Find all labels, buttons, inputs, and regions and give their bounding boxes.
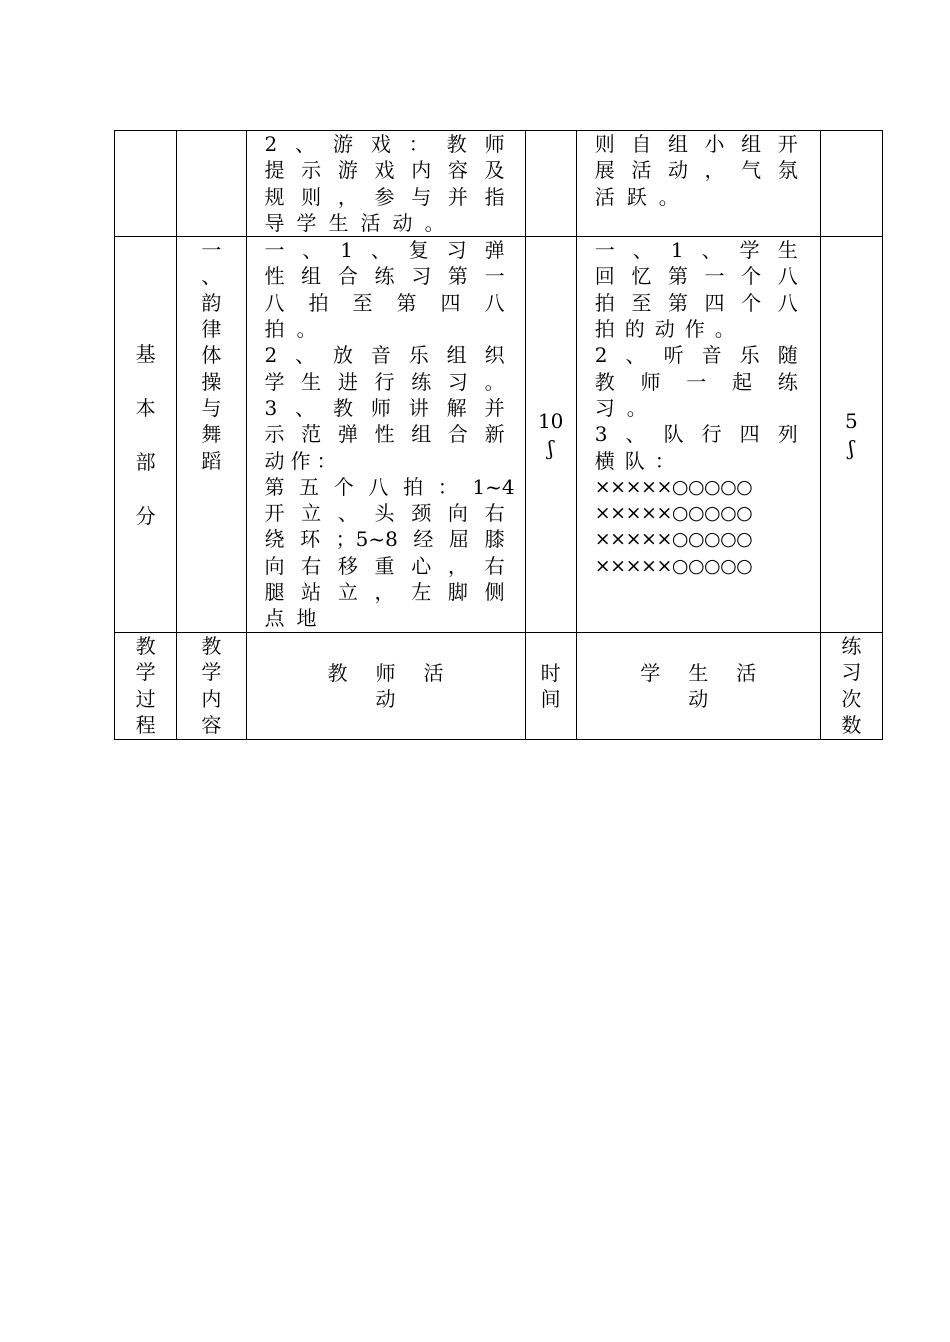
header-content	[177, 633, 246, 740]
header-char: 间	[540, 687, 561, 712]
teacher-line: 拍。	[264, 317, 329, 342]
header-text: 动	[375, 687, 396, 712]
teacher-line: 2、游戏：教师	[264, 132, 505, 156]
time-cell	[525, 237, 576, 633]
header-process	[115, 633, 177, 740]
section-char: 部	[135, 449, 156, 474]
section-cell	[115, 237, 177, 633]
header-text: 学生活	[640, 660, 785, 685]
time-unit: ʃ	[547, 435, 554, 460]
student-line: 活跃。	[594, 184, 691, 209]
content-char: 、	[201, 264, 222, 289]
practice-count-value: 5	[844, 409, 858, 434]
student-line: 横队：	[594, 448, 685, 473]
section-char: 分	[135, 503, 156, 528]
teacher-line: 规则，参与并指	[264, 184, 505, 209]
practice-count-unit: ʃ	[848, 435, 855, 460]
content-char: 操	[201, 369, 222, 394]
student-line: 回忆第一个八	[594, 264, 798, 289]
content-char: 一	[201, 238, 222, 263]
student-line: 展活动，气氛	[594, 158, 798, 183]
header-char: 习	[841, 660, 862, 685]
teacher-line: 八拍至第四八	[264, 290, 505, 315]
header-teacher-activity	[246, 633, 525, 740]
lesson-plan-table	[114, 130, 883, 740]
time-cell-empty	[525, 131, 576, 237]
header-text: 教师活	[327, 660, 472, 685]
student-line: 则自组小组开	[594, 132, 798, 156]
header-text: 动	[688, 687, 709, 712]
teacher-line: 提示游戏内容及	[264, 158, 505, 183]
teacher-line: 导学生活动。	[264, 210, 457, 235]
header-char: 练	[841, 634, 862, 659]
header-char: 过	[135, 686, 156, 711]
content-char: 与	[201, 395, 222, 420]
header-char: 学	[135, 660, 156, 685]
teacher-line: 动作：	[264, 448, 343, 473]
content-char: 律	[201, 317, 222, 342]
header-char: 次	[841, 686, 862, 711]
teacher-line: 示范弹性组合新	[264, 422, 505, 447]
student-line: 2、听音乐随	[594, 343, 798, 368]
header-char: 学	[201, 660, 222, 685]
header-char: 数	[841, 713, 862, 738]
teacher-line: 向右移重心，右	[264, 553, 505, 578]
practice-count-cell-empty	[820, 131, 882, 237]
section-char: 本	[135, 395, 156, 420]
header-char: 程	[135, 713, 156, 738]
student-line: 拍至第四个八	[594, 290, 798, 315]
teacher-line: 一、1、复习弹	[264, 238, 505, 263]
teacher-activity-cell	[246, 237, 525, 633]
table-row-basic-section	[115, 237, 883, 633]
teacher-activity-cell	[246, 131, 525, 237]
section-char: 基	[135, 341, 156, 366]
student-line: 习。	[594, 395, 659, 420]
formation-row: ×××××○○○○○	[594, 554, 753, 577]
content-char: 舞	[201, 422, 222, 447]
content-char: 韵	[201, 290, 222, 315]
student-line: 拍的动作。	[594, 317, 745, 342]
content-cell	[177, 237, 246, 633]
student-line: 3、队行四列	[594, 422, 798, 447]
content-char: 体	[201, 343, 222, 368]
content-cell-empty	[177, 131, 246, 237]
header-char: 教	[201, 634, 222, 659]
table-header-row	[115, 633, 883, 740]
time-value: 10	[537, 409, 564, 434]
formation-row: ×××××○○○○○	[594, 502, 753, 525]
header-practice-count	[820, 633, 882, 740]
formation-row: ×××××○○○○○	[594, 475, 753, 498]
student-activity-cell	[576, 131, 820, 237]
process-cell-empty	[115, 131, 177, 237]
student-line: 教师一起练	[594, 369, 798, 394]
header-student-activity	[576, 633, 820, 740]
student-activity-cell	[576, 237, 820, 633]
practice-count-cell	[820, 237, 882, 633]
student-line: 一、1、学生	[594, 238, 798, 263]
teacher-line: 3、教师讲解并	[264, 395, 505, 420]
teacher-line: 性组合练习第一	[264, 264, 505, 289]
header-char: 容	[201, 713, 222, 738]
content-char: 蹈	[201, 448, 222, 473]
teacher-line: 绕环；5~8经屈膝	[264, 527, 505, 552]
teacher-line: 学生进行练习。	[264, 369, 505, 394]
teacher-line: 2、放音乐组织	[264, 343, 505, 368]
teacher-line: 开立、头颈向右	[264, 501, 505, 526]
header-char: 内	[201, 686, 222, 711]
teacher-line: 点地	[264, 606, 329, 631]
teacher-line: 腿站立，左脚侧	[264, 580, 505, 605]
header-char: 教	[135, 634, 156, 659]
formation-row: ×××××○○○○○	[594, 528, 753, 551]
teacher-line: 第五个八拍：1~4	[264, 474, 515, 499]
table-row-continued	[115, 131, 883, 237]
header-time	[525, 633, 576, 740]
header-char: 时	[540, 660, 561, 685]
